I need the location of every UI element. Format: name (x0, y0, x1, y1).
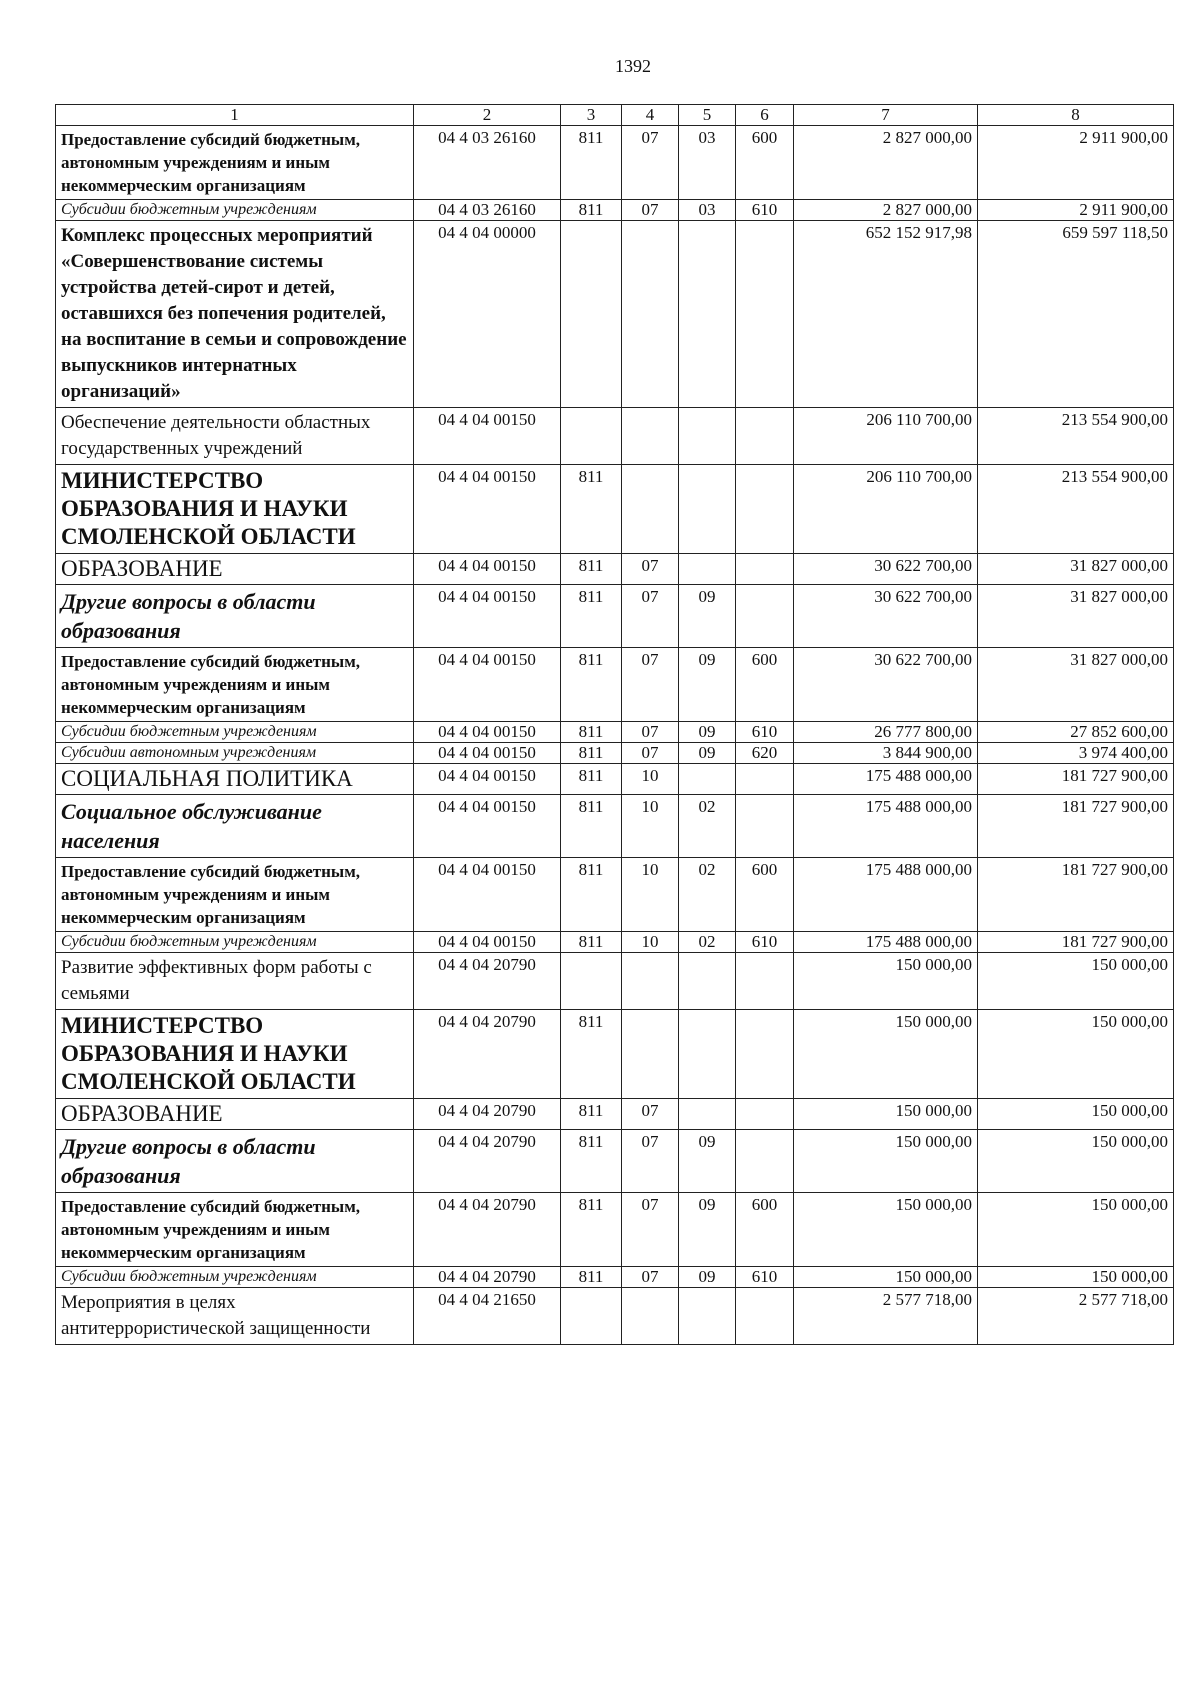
amount-year2-cell: 181 727 900,00 (978, 764, 1174, 795)
ministry-code-cell: 811 (561, 1130, 622, 1193)
section-cell (622, 465, 679, 554)
name-cell: Субсидии бюджетным учреждениям (56, 722, 414, 743)
target-article-cell: 04 4 04 20790 (414, 1130, 561, 1193)
ministry-code-cell (561, 221, 622, 408)
subsection-cell: 02 (679, 858, 736, 932)
amount-year1-cell: 175 488 000,00 (794, 795, 978, 858)
target-article-cell: 04 4 04 00150 (414, 648, 561, 722)
header-col-4: 4 (622, 105, 679, 126)
amount-year1-cell: 30 622 700,00 (794, 648, 978, 722)
amount-year1-cell: 30 622 700,00 (794, 554, 978, 585)
subsection-cell: 09 (679, 1267, 736, 1288)
target-article-cell: 04 4 04 20790 (414, 953, 561, 1010)
target-article-cell: 04 4 04 00150 (414, 795, 561, 858)
target-article-cell: 04 4 04 20790 (414, 1010, 561, 1099)
name-cell: Мероприятия в целях антитеррористической защищенности (56, 1288, 414, 1345)
subsection-cell: 09 (679, 648, 736, 722)
subsection-cell (679, 554, 736, 585)
ministry-code-cell: 811 (561, 1099, 622, 1130)
amount-year2-cell: 3 974 400,00 (978, 743, 1174, 764)
table-row (56, 858, 1174, 932)
expense-type-cell (736, 1010, 794, 1099)
amount-year1-cell: 2 577 718,00 (794, 1288, 978, 1345)
table-row (56, 554, 1174, 585)
target-article-cell: 04 4 04 00150 (414, 764, 561, 795)
subsection-cell: 02 (679, 932, 736, 953)
amount-year1-cell: 30 622 700,00 (794, 585, 978, 648)
subsection-cell (679, 408, 736, 465)
name-cell: Предоставление субсидий бюджетным, автономным учреждениям и иным некоммерческим организациям (56, 858, 414, 932)
table-header (56, 105, 1174, 126)
amount-year1-cell: 2 827 000,00 (794, 200, 978, 221)
expense-type-cell: 610 (736, 722, 794, 743)
ministry-code-cell: 811 (561, 1010, 622, 1099)
ministry-code-cell: 811 (561, 1193, 622, 1267)
header-col-5: 5 (679, 105, 736, 126)
subsection-cell: 09 (679, 1193, 736, 1267)
target-article-cell: 04 4 04 20790 (414, 1193, 561, 1267)
ministry-code-cell: 811 (561, 585, 622, 648)
subsection-cell: 02 (679, 795, 736, 858)
subsection-cell: 03 (679, 200, 736, 221)
header-col-3: 3 (561, 105, 622, 126)
amount-year2-cell: 150 000,00 (978, 1130, 1174, 1193)
amount-year1-cell: 150 000,00 (794, 1130, 978, 1193)
amount-year2-cell: 213 554 900,00 (978, 465, 1174, 554)
name-cell: Субсидии бюджетным учреждениям (56, 932, 414, 953)
ministry-code-cell: 811 (561, 554, 622, 585)
section-cell (622, 221, 679, 408)
expense-type-cell (736, 408, 794, 465)
section-cell: 07 (622, 554, 679, 585)
target-article-cell: 04 4 03 26160 (414, 126, 561, 200)
amount-year2-cell: 150 000,00 (978, 1099, 1174, 1130)
table-row (56, 1010, 1174, 1099)
ministry-code-cell (561, 1288, 622, 1345)
section-cell: 07 (622, 1267, 679, 1288)
ministry-code-cell: 811 (561, 722, 622, 743)
expense-type-cell (736, 1288, 794, 1345)
header-col-6: 6 (736, 105, 794, 126)
subsection-cell (679, 221, 736, 408)
section-cell: 07 (622, 200, 679, 221)
table-row (56, 1193, 1174, 1267)
subsection-cell: 09 (679, 585, 736, 648)
section-cell: 10 (622, 932, 679, 953)
name-cell: Развитие эффективных форм работы с семьями (56, 953, 414, 1010)
target-article-cell: 04 4 04 00150 (414, 585, 561, 648)
section-cell (622, 953, 679, 1010)
expense-type-cell (736, 465, 794, 554)
table-row (56, 1099, 1174, 1130)
ministry-code-cell: 811 (561, 465, 622, 554)
target-article-cell: 04 4 04 00150 (414, 858, 561, 932)
target-article-cell: 04 4 04 00150 (414, 408, 561, 465)
target-article-cell: 04 4 04 00150 (414, 465, 561, 554)
ministry-code-cell: 811 (561, 764, 622, 795)
ministry-code-cell: 811 (561, 648, 622, 722)
expense-type-cell: 600 (736, 126, 794, 200)
target-article-cell: 04 4 04 00150 (414, 743, 561, 764)
header-col-1: 1 (56, 105, 414, 126)
expense-type-cell: 610 (736, 200, 794, 221)
amount-year2-cell: 31 827 000,00 (978, 585, 1174, 648)
amount-year1-cell: 150 000,00 (794, 953, 978, 1010)
target-article-cell: 04 4 04 20790 (414, 1267, 561, 1288)
subsection-cell: 09 (679, 722, 736, 743)
expense-type-cell (736, 1099, 794, 1130)
amount-year2-cell: 181 727 900,00 (978, 932, 1174, 953)
amount-year1-cell: 3 844 900,00 (794, 743, 978, 764)
amount-year1-cell: 150 000,00 (794, 1099, 978, 1130)
amount-year2-cell: 2 577 718,00 (978, 1288, 1174, 1345)
name-cell: СОЦИАЛЬНАЯ ПОЛИТИКА (56, 764, 414, 795)
amount-year1-cell: 150 000,00 (794, 1010, 978, 1099)
expense-type-cell: 610 (736, 932, 794, 953)
amount-year2-cell: 150 000,00 (978, 953, 1174, 1010)
target-article-cell: 04 4 04 20790 (414, 1099, 561, 1130)
amount-year1-cell: 652 152 917,98 (794, 221, 978, 408)
section-cell: 07 (622, 126, 679, 200)
header-row (56, 105, 1174, 126)
section-cell: 07 (622, 743, 679, 764)
amount-year2-cell: 31 827 000,00 (978, 648, 1174, 722)
page-number: 1392 (615, 56, 651, 76)
header-col-7: 7 (794, 105, 978, 126)
section-cell: 07 (622, 1193, 679, 1267)
table-row (56, 221, 1174, 408)
expense-type-cell (736, 1130, 794, 1193)
ministry-code-cell: 811 (561, 200, 622, 221)
table-row (56, 465, 1174, 554)
name-cell: Другие вопросы в области образования (56, 1130, 414, 1193)
table-row (56, 1130, 1174, 1193)
expense-type-cell (736, 221, 794, 408)
name-cell: Обеспечение деятельности областных государственных учреждений (56, 408, 414, 465)
table-row (56, 585, 1174, 648)
ministry-code-cell: 811 (561, 932, 622, 953)
expense-type-cell: 600 (736, 1193, 794, 1267)
name-cell: МИНИСТЕРСТВО ОБРАЗОВАНИЯ И НАУКИ СМОЛЕНСКОЙ ОБЛАСТИ (56, 465, 414, 554)
table-row (56, 795, 1174, 858)
amount-year1-cell: 175 488 000,00 (794, 858, 978, 932)
table-row (56, 1267, 1174, 1288)
target-article-cell: 04 4 04 00000 (414, 221, 561, 408)
section-cell: 07 (622, 585, 679, 648)
amount-year1-cell: 26 777 800,00 (794, 722, 978, 743)
name-cell: Субсидии бюджетным учреждениям (56, 200, 414, 221)
table-row (56, 408, 1174, 465)
amount-year2-cell: 150 000,00 (978, 1267, 1174, 1288)
expense-type-cell (736, 764, 794, 795)
amount-year1-cell: 150 000,00 (794, 1193, 978, 1267)
ministry-code-cell: 811 (561, 1267, 622, 1288)
expense-type-cell (736, 585, 794, 648)
ministry-code-cell: 811 (561, 858, 622, 932)
table-row (56, 953, 1174, 1010)
subsection-cell: 09 (679, 1130, 736, 1193)
amount-year2-cell: 150 000,00 (978, 1193, 1174, 1267)
target-article-cell: 04 4 04 00150 (414, 722, 561, 743)
table-body (56, 126, 1174, 1345)
subsection-cell: 09 (679, 743, 736, 764)
section-cell: 10 (622, 764, 679, 795)
amount-year2-cell: 181 727 900,00 (978, 795, 1174, 858)
name-cell: Предоставление субсидий бюджетным, автономным учреждениям и иным некоммерческим организациям (56, 126, 414, 200)
subsection-cell (679, 1099, 736, 1130)
amount-year2-cell: 2 911 900,00 (978, 126, 1174, 200)
subsection-cell (679, 953, 736, 1010)
target-article-cell: 04 4 04 21650 (414, 1288, 561, 1345)
name-cell: ОБРАЗОВАНИЕ (56, 554, 414, 585)
target-article-cell: 04 4 03 26160 (414, 200, 561, 221)
expense-type-cell: 610 (736, 1267, 794, 1288)
amount-year1-cell: 206 110 700,00 (794, 408, 978, 465)
name-cell: Предоставление субсидий бюджетным, автономным учреждениям и иным некоммерческим организациям (56, 648, 414, 722)
expense-type-cell: 620 (736, 743, 794, 764)
subsection-cell (679, 1288, 736, 1345)
amount-year2-cell: 2 911 900,00 (978, 200, 1174, 221)
table-row (56, 764, 1174, 795)
budget-table (55, 104, 1174, 1345)
name-cell: МИНИСТЕРСТВО ОБРАЗОВАНИЯ И НАУКИ СМОЛЕНСКОЙ ОБЛАСТИ (56, 1010, 414, 1099)
ministry-code-cell (561, 953, 622, 1010)
header-col-2: 2 (414, 105, 561, 126)
table-row (56, 743, 1174, 764)
name-cell: Социальное обслуживание населения (56, 795, 414, 858)
expense-type-cell (736, 554, 794, 585)
amount-year2-cell: 27 852 600,00 (978, 722, 1174, 743)
ministry-code-cell: 811 (561, 795, 622, 858)
subsection-cell (679, 1010, 736, 1099)
amount-year1-cell: 175 488 000,00 (794, 932, 978, 953)
table-row (56, 200, 1174, 221)
section-cell (622, 1010, 679, 1099)
amount-year2-cell: 181 727 900,00 (978, 858, 1174, 932)
section-cell: 07 (622, 648, 679, 722)
table-row (56, 1288, 1174, 1345)
name-cell: Комплекс процессных мероприятий «Совершенствование системы устройства детей-сирот и детей, оставшихся без попечения родителей, на воспитание в семьи и сопровождение выпускников интернатных организаций» (56, 221, 414, 408)
table-row (56, 126, 1174, 200)
name-cell: Предоставление субсидий бюджетным, автономным учреждениям и иным некоммерческим организациям (56, 1193, 414, 1267)
table-row (56, 722, 1174, 743)
ministry-code-cell (561, 408, 622, 465)
amount-year1-cell: 206 110 700,00 (794, 465, 978, 554)
expense-type-cell: 600 (736, 858, 794, 932)
section-cell: 10 (622, 795, 679, 858)
amount-year1-cell: 2 827 000,00 (794, 126, 978, 200)
section-cell: 10 (622, 858, 679, 932)
name-cell: Субсидии бюджетным учреждениям (56, 1267, 414, 1288)
subsection-cell (679, 465, 736, 554)
amount-year2-cell: 659 597 118,50 (978, 221, 1174, 408)
amount-year1-cell: 175 488 000,00 (794, 764, 978, 795)
amount-year2-cell: 31 827 000,00 (978, 554, 1174, 585)
amount-year1-cell: 150 000,00 (794, 1267, 978, 1288)
table-row (56, 932, 1174, 953)
expense-type-cell (736, 953, 794, 1010)
amount-year2-cell: 213 554 900,00 (978, 408, 1174, 465)
section-cell (622, 408, 679, 465)
name-cell: ОБРАЗОВАНИЕ (56, 1099, 414, 1130)
expense-type-cell (736, 795, 794, 858)
header-col-8: 8 (978, 105, 1174, 126)
section-cell: 07 (622, 1130, 679, 1193)
amount-year2-cell: 150 000,00 (978, 1010, 1174, 1099)
ministry-code-cell: 811 (561, 743, 622, 764)
section-cell (622, 1288, 679, 1345)
subsection-cell (679, 764, 736, 795)
expense-type-cell: 600 (736, 648, 794, 722)
ministry-code-cell: 811 (561, 126, 622, 200)
name-cell: Другие вопросы в области образования (56, 585, 414, 648)
target-article-cell: 04 4 04 00150 (414, 554, 561, 585)
section-cell: 07 (622, 1099, 679, 1130)
table-row (56, 648, 1174, 722)
subsection-cell: 03 (679, 126, 736, 200)
name-cell: Субсидии автономным учреждениям (56, 743, 414, 764)
target-article-cell: 04 4 04 00150 (414, 932, 561, 953)
section-cell: 07 (622, 722, 679, 743)
